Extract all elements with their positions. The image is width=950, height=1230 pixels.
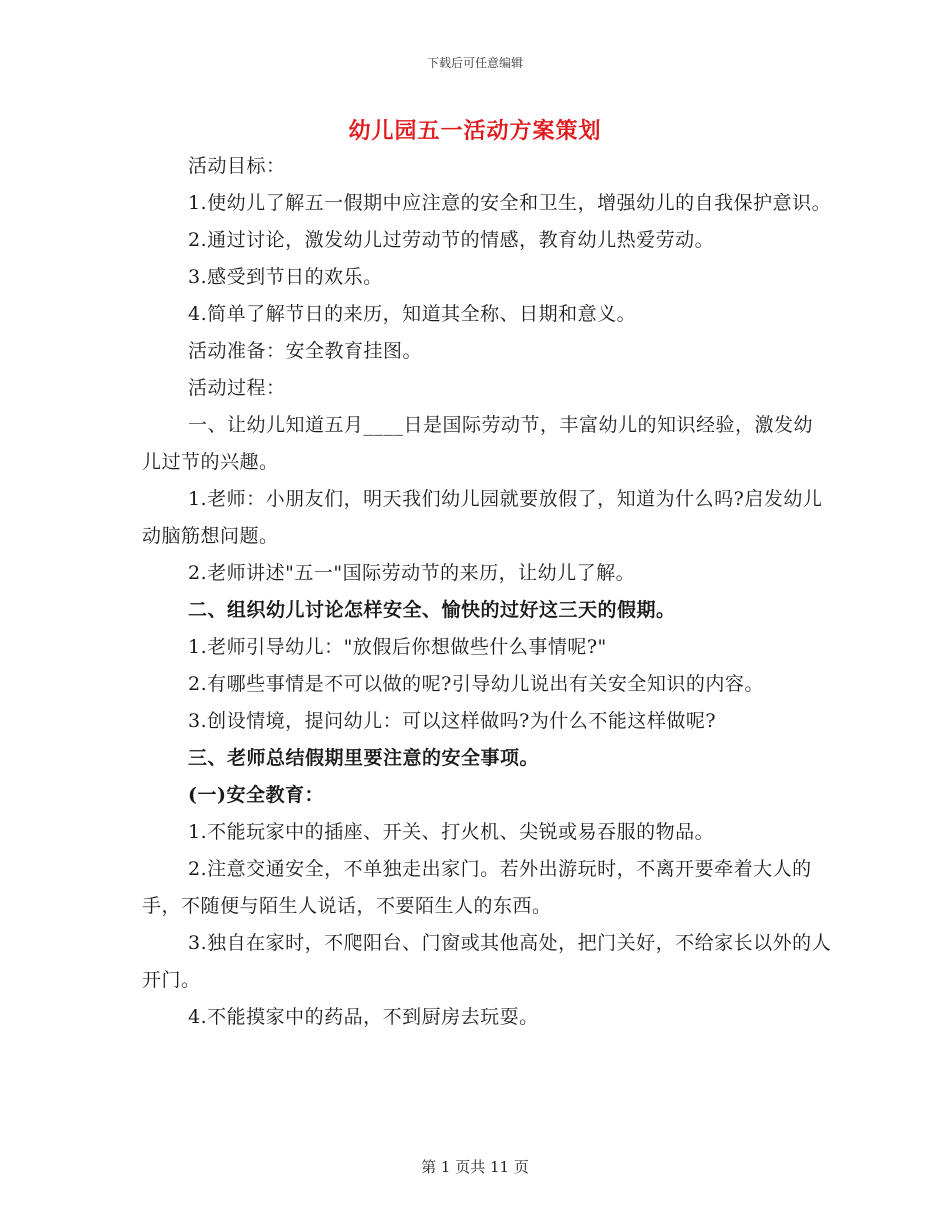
paragraph: 活动目标： [188, 155, 286, 177]
section-heading: 二、组织幼儿讨论怎样安全、愉快的过好这三天的假期。 [188, 599, 676, 621]
paragraph: 一、让幼儿知道五月____日是国际劳动节，丰富幼儿的知识经验，激发幼儿过节的兴趣。 [142, 414, 814, 473]
paragraph: 活动准备：安全教育挂图。 [188, 340, 423, 362]
page-footer: 第 1 页共 11 页 [421, 1158, 529, 1176]
document-body [142, 148, 832, 1036]
paragraph: 3.感受到节日的欢乐。 [188, 266, 383, 288]
paragraph: 2.通过讨论，激发幼儿过劳动节的情感，教育幼儿热爱劳动。 [188, 229, 715, 251]
paragraph: 1.使幼儿了解五一假期中应注意的安全和卫生，增强幼儿的自我保护意识。 [188, 192, 832, 214]
paragraph: 4.不能摸家中的药品，不到厨房去玩耍。 [188, 1006, 539, 1028]
paragraph: 2.老师讲述"五一"国际劳动节的来历，让幼儿了解。 [188, 562, 636, 584]
paragraph: 1.老师引导幼儿："放假后你想做些什么事情呢?" [188, 636, 607, 658]
paragraph: 2.注意交通安全，不单独走出家门。若外出游玩时，不离开要牵着大人的手，不随便与陌生人说话，不要陌生人的东西。 [142, 858, 812, 917]
paragraph: 3.独自在家时，不爬阳台、门窗或其他高处，把门关好，不给家长以外的人开门。 [142, 932, 832, 991]
document-title: 幼儿园五一活动方案策划 [348, 118, 602, 144]
paragraph: 3.创设情境，提问幼儿：可以这样做吗?为什么不能这样做呢? [188, 710, 717, 732]
subsection-heading: (一)安全教育： [188, 784, 324, 806]
paragraph: 2.有哪些事情是不可以做的呢?引导幼儿说出有关安全知识的内容。 [188, 673, 764, 695]
paragraph: 1.不能玩家中的插座、开关、打火机、尖锐或易吞服的物品。 [188, 821, 715, 843]
section-heading: 三、老师总结假期里要注意的安全事项。 [188, 747, 540, 769]
paragraph: 1.老师：小朋友们，明天我们幼儿园就要放假了，知道为什么吗?启发幼儿动脑筋想问题。 [142, 488, 823, 547]
paragraph: 4.简单了解节日的来历，知道其全称、日期和意义。 [188, 303, 637, 325]
header-note: 下载后可任意编辑 [426, 56, 523, 70]
paragraph: 活动过程： [188, 377, 286, 399]
